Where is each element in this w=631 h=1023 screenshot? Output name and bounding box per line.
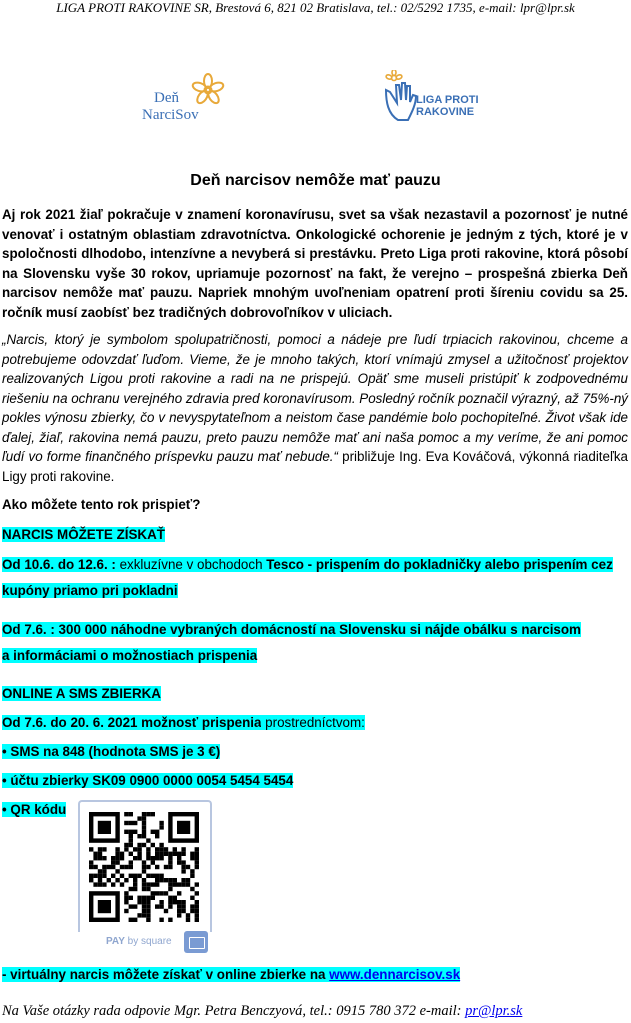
hand-flower-icon bbox=[380, 70, 420, 125]
pay-by-square-bar bbox=[78, 930, 210, 955]
sms-option: • SMS na 848 (hodnota SMS je 3 €) bbox=[2, 744, 221, 759]
logo-text-liga-proti: LIGA PROTI bbox=[416, 94, 479, 106]
logo-text-narcisov: NarciSov bbox=[142, 107, 199, 123]
online-dates-rest: prostredníctvom: bbox=[261, 715, 365, 730]
qr-code-frame bbox=[78, 800, 212, 932]
liga-proti-rakovine-logo bbox=[380, 70, 490, 125]
page-title: Deň narcisov nemôže mať pauzu bbox=[190, 172, 441, 189]
den-narcisov-logo bbox=[140, 70, 225, 130]
intro-paragraph: Aj rok 2021 žiaľ pokračuje v znamení koronavírusu, svet sa však nezastavil a pozornosť je nutné venovať i ostatným oblastiam zdravotníctva. Onkologické ochorenie je jedným z tých, ktoré je v spoločnosti dlhodobo, intenzívne a nevyberá si prestávku. Preto Liga proti rakovine, ktorá pôsobí na Slovensku vyše 30 rokov, upriamuje pozornosť na fakt, že verejno – prospešná zbierka Deň narcisov nemôže mať pauzu. Napriek mnohým uvoľneniam opatrení proti šíreniu covidu sa 25. ročník musí zaobísť bez tradičných dobrovoľníkov v uliciach. bbox=[2, 207, 628, 320]
footer-email-link[interactable]: pr@lpr.sk bbox=[465, 1003, 523, 1019]
letterhead: LIGA PROTI RAKOVINE SR, Brestová 6, 821 02 Bratislava, tel.: 02/5292 1735, e-mail: lpr@lpr.sk bbox=[56, 0, 575, 15]
logo-text-rakovine: RAKOVINE bbox=[416, 106, 475, 118]
narcis-item-1-line2: kupóny priamo pri pokladni bbox=[2, 583, 178, 598]
narcis-item-2: Od 7.6. : 300 000 náhodne vybraných domácností na Slovensku si nájde obálku s narcisom bbox=[2, 622, 581, 637]
item1-date: Od 10.6. do 12.6. : bbox=[2, 557, 116, 572]
quote-paragraph bbox=[2, 330, 628, 486]
online-dates-bold: Od 7.6. do 20. 6. 2021 možnosť prispenia bbox=[2, 715, 262, 730]
item1-mid: exkluzívne v obchodoch bbox=[115, 557, 267, 572]
item1-bold: Tesco - prispením do pokladničky alebo prispením cez bbox=[266, 557, 613, 572]
online-dates bbox=[2, 713, 365, 732]
account-option: • účtu zbierky SK09 0900 0000 0054 5454 5454 bbox=[2, 773, 294, 788]
qr-code-image[interactable] bbox=[89, 812, 199, 922]
quote-attribution: približuje Ing. Eva Kováčová, výkonná riaditeľka Ligy proti rakovine. bbox=[2, 449, 629, 484]
pay-by-square-label: PAY by square bbox=[106, 936, 172, 947]
narcis-section-heading: NARCIS MÔŽETE ZÍSKAŤ bbox=[2, 527, 165, 542]
how-to-heading: Ako môžete tento rok prispieť? bbox=[2, 497, 201, 512]
online-section-heading: ONLINE A SMS ZBIERKA bbox=[2, 686, 161, 701]
virtual-narcis-line: - virtuálny narcis môžete získať v online zbierke na www.dennarcisov.sk bbox=[2, 967, 461, 982]
quote-text: „Narcis, ktorý je symbolom spolupatričnosti, pomoci a nádeje pre ľudí trpiacich rakovinou, chceme a potrebujeme odovzdať ľuďom. Vieme, že je mnoho takých, ktorí vnímajú zmysel a užitočnosť projektov realizovaných Ligou proti rakovine a radi na ne prispejú. Opäť sme museli pristúpiť k zodpovednému riešeniu na ochranu verejného zdravia pred koronavírusom. Posledný ročník poznačil výrazný, až 75%-ný pokles výnosu zbierky, čo v nevyspytateľnom a neistom čase pandémie bolo pochopiteľné. Život však ide ďalej, žiaľ, rakovina nemá pauzu, preto pauzu nemôže mať ani naša pomoc a my veríme, že ani pomoc ľudí vo forme finančného príspevku pauzu mať nebude.“ bbox=[2, 332, 628, 464]
narcis-item-2-line2: a informáciami o možnostiach prispenia bbox=[2, 648, 258, 663]
card-icon bbox=[184, 931, 208, 953]
dennarcisov-link[interactable]: www.dennarcisov.sk bbox=[329, 967, 461, 982]
footer-contact: Na Vaše otázky rada odpovie Mgr. Petra Benczyová, tel.: 0915 780 372 e-mail: pr@lpr.sk bbox=[2, 1003, 523, 1019]
narcis-item-1 bbox=[2, 555, 613, 574]
qr-option: • QR kódu bbox=[2, 802, 67, 817]
logo-text-den: Deň bbox=[154, 90, 179, 106]
